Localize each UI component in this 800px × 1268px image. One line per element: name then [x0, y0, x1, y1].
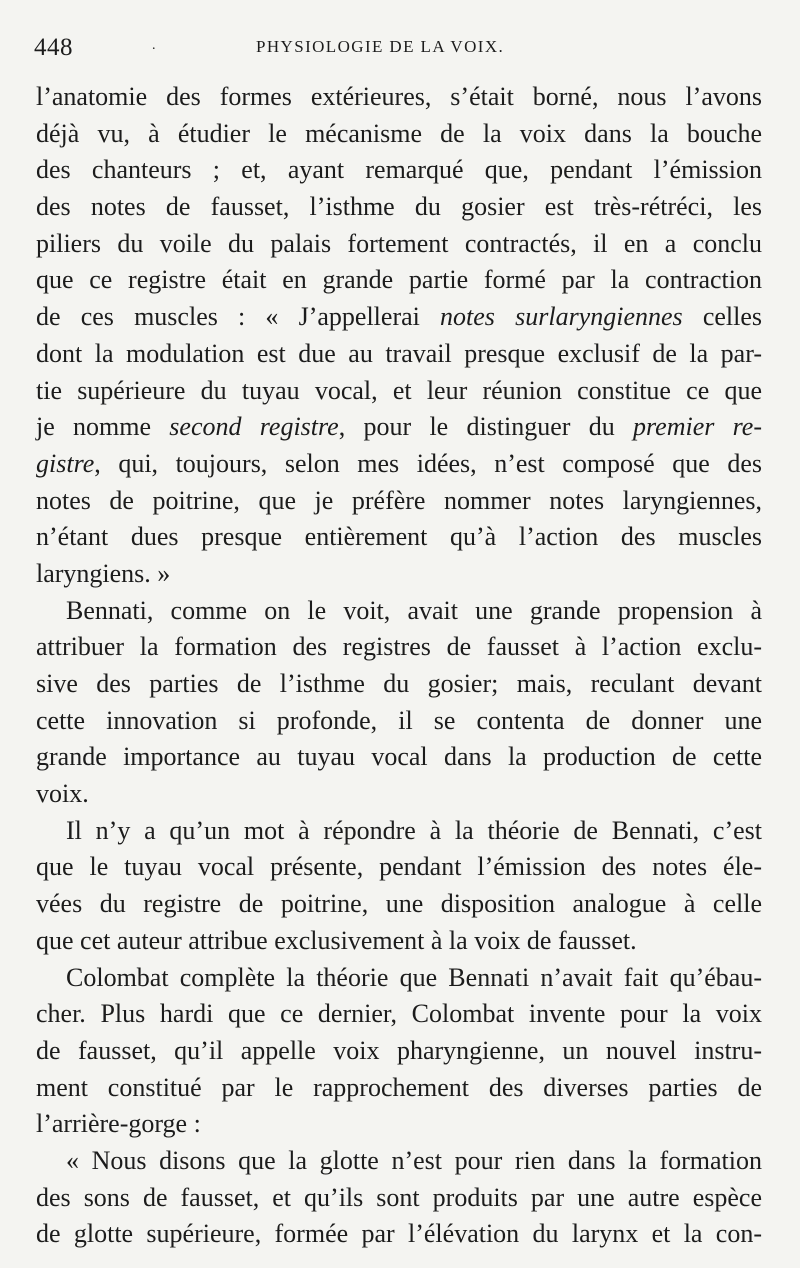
text-line [36, 886, 762, 923]
italic-text: second registre [169, 412, 339, 442]
text-line [36, 79, 762, 116]
text-line [36, 189, 762, 226]
text-line [36, 152, 762, 189]
text-segment: piliers du voile du palais fortement contractés, il en a conclu [36, 228, 762, 258]
text-segment: , qui, toujours, selon mes idées, n’est composé que des [94, 448, 762, 478]
text-segment: tie supérieure du tuyau vocal, et leur réunion constitue ce que [36, 375, 762, 405]
text-segment: dont la modulation est due au travail presque exclusif de la par- [36, 338, 762, 368]
text-line [36, 960, 762, 997]
italic-text: gistre [36, 448, 95, 478]
text-segment: Colombat complète la théorie que Bennati n’avait fait qu’ébau- [66, 962, 762, 992]
text-segment: l’anatomie des formes extérieures, s’était borné, nous l’avons [36, 82, 762, 111]
text-line [36, 1033, 762, 1070]
text-line [36, 703, 762, 740]
text-segment: vées du registre de poitrine, une disposition analogue à celle [36, 889, 762, 919]
text-segment: , pour le distinguer du [338, 412, 634, 442]
text-line [36, 409, 762, 446]
text-line [36, 519, 762, 556]
header-separator: . [152, 38, 156, 53]
text-segment: n’étant dues presque entièrement qu’à l’action des muscles [36, 522, 762, 552]
text-segment: notes de poitrine, que je préfère nommer notes laryngiennes, [36, 485, 762, 515]
text-segment: que cet auteur attribue exclusivement à la voix de fausset. [36, 925, 637, 955]
text-segment: que ce registre était en grande partie formé par la contraction [36, 265, 762, 295]
text-segment: voix. [36, 779, 89, 809]
text-segment: l’arrière-gorge : [36, 1109, 201, 1139]
text-segment: déjà vu, à étudier le mécanisme de la voix dans la bouche [36, 118, 762, 148]
text-line [36, 299, 762, 336]
body-text [36, 79, 762, 1253]
text-line [36, 593, 762, 630]
text-segment: Bennati, comme on le voit, avait une grande propension à [66, 595, 762, 625]
text-line [36, 776, 762, 813]
text-line [36, 226, 762, 263]
text-segment: attribuer la formation des registres de fausset à l’action exclu- [36, 632, 762, 662]
text-segment: cher. Plus hardi que ce dernier, Colombat invente pour la voix [36, 999, 762, 1029]
italic-text: premier re- [633, 412, 762, 442]
text-segment: sive des parties de l’isthme du gosier; mais, reculant devant [36, 669, 762, 698]
text-line [36, 116, 762, 153]
text-line [36, 813, 762, 850]
text-line [36, 446, 762, 483]
text-line [36, 1070, 762, 1107]
text-segment: des notes de fausset, l’isthme du gosier est très-rétréci, les [36, 192, 762, 222]
italic-text: notes surlaryngiennes [440, 302, 683, 332]
page-header [34, 34, 760, 64]
text-line [36, 556, 762, 593]
text-segment: « Nous disons que la glotte n’est pour rien dans la formation [66, 1145, 762, 1175]
text-line [36, 1106, 762, 1143]
text-segment: laryngiens. » [36, 558, 171, 588]
text-line [36, 996, 762, 1033]
text-line [36, 483, 762, 520]
text-line [36, 629, 762, 666]
text-line [36, 1143, 762, 1180]
text-line [36, 373, 762, 410]
text-line [36, 923, 762, 960]
text-line [36, 666, 762, 703]
text-line [36, 1216, 762, 1253]
text-line [36, 1180, 762, 1217]
running-title: PHYSIOLOGIE DE LA VOIX. [256, 37, 505, 56]
text-line [36, 849, 762, 886]
text-line [36, 262, 762, 299]
text-segment: celles [682, 302, 763, 332]
text-segment: ment constitué par le rapprochement des diverses parties de [36, 1072, 762, 1102]
text-segment: des sons de fausset, et qu’ils sont produits par une autre espèce [36, 1182, 762, 1212]
text-segment: je nomme [36, 412, 170, 442]
text-segment: des chanteurs ; et, ayant remarqué que, pendant l’émission [36, 155, 762, 185]
page-number: 448 [34, 34, 73, 61]
text-line [36, 739, 762, 776]
text-segment: que le tuyau vocal présente, pendant l’émission des notes éle- [36, 852, 762, 882]
text-segment: grande importance au tuyau vocal dans la production de cette [36, 742, 762, 772]
text-segment: Il n’y a qu’un mot à répondre à la théorie de Bennati, c’est [66, 815, 762, 845]
text-line [36, 336, 762, 373]
text-segment: de fausset, qu’il appelle voix pharyngienne, un nouvel instru- [36, 1035, 762, 1065]
text-segment: cette innovation si profonde, il se contenta de donner une [36, 705, 762, 735]
text-segment: de ces muscles : « J’appellerai [36, 302, 441, 332]
text-segment: de glotte supérieure, formée par l’élévation du larynx et la con- [36, 1219, 762, 1249]
